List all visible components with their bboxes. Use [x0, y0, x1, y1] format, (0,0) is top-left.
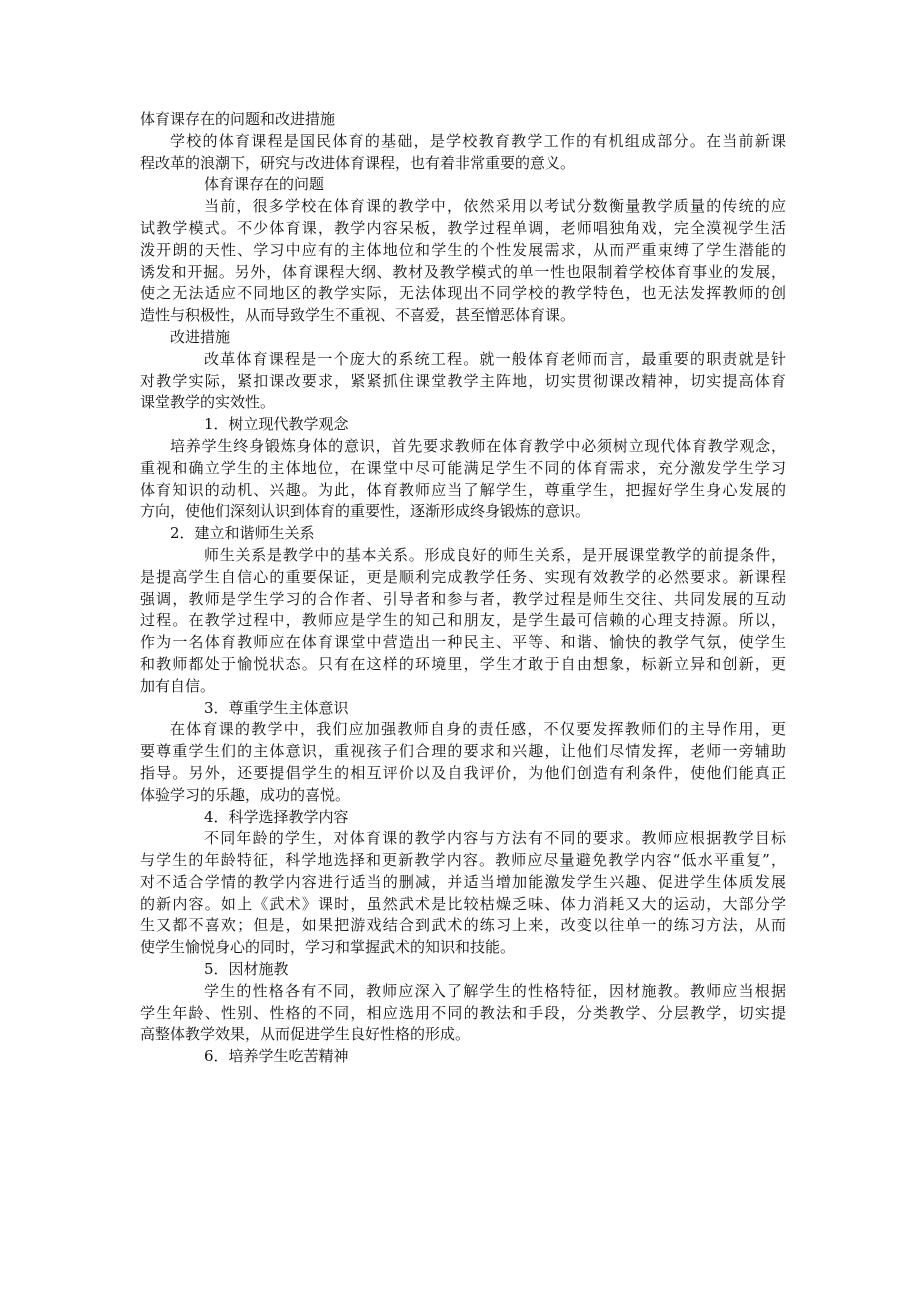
subsection-heading: 1．树立现代教学观念: [204, 415, 349, 434]
paragraph-line: 体育知识的动机、兴趣。为此，体育教师应当了解学生，尊重学生，把握好学生身心发展的: [140, 480, 786, 499]
paragraph-line: 诱发和开掘。另外，体育课程大纲、教材及教学模式的单一性也限制着学校体育事业的发展，: [140, 262, 786, 281]
paragraph-line: 过程。在教学过程中，教师应是学生的知己和朋友，是学生最可信赖的心理支持源。所以，: [140, 611, 786, 630]
paragraph-line: 不同年龄的学生，对体育课的教学内容与方法有不同的要求。教师应根据教学目标: [204, 829, 786, 848]
paragraph-line: 学生年龄、性别、性格的不同，相应选用不同的教法和手段，分类教学、分层教学，切实提: [140, 1003, 786, 1022]
paragraph-line: 生又都不喜欢；但是，如果把游戏结合到武术的练习上来，改变以往单一的练习方法，从而: [140, 916, 786, 935]
paragraph-line: 在体育课的教学中，我们应加强教师自身的责任感，不仅要发挥教师们的主导作用，更: [170, 720, 786, 739]
subsection-heading: 3．尊重学生主体意识: [204, 698, 349, 717]
section-heading: 体育课存在的问题: [204, 175, 325, 194]
paragraph-line: 的新内容。如上《武术》课时，虽然武术是比较枯燥乏味、体力消耗又大的运动，大部分学: [140, 894, 786, 913]
paragraph-line: 程改革的浪潮下，研究与改进体育课程，也有着非常重要的意义。: [140, 153, 576, 172]
paragraph-line: 师生关系是教学中的基本关系。形成良好的师生关系，是开展课堂教学的前提条件，: [204, 545, 786, 564]
paragraph-line: 要尊重学生们的主体意识，重视孩子们合理的要求和兴趣，让他们尽情发挥，老师一旁辅助: [140, 742, 786, 761]
paragraph-line: 体验学习的乐趣，成功的喜悦。: [140, 785, 351, 804]
paragraph-line: 改革体育课程是一个庞大的系统工程。就一般体育老师而言，最重要的职责就是针: [204, 349, 786, 368]
paragraph-line: 与学生的年龄特征，科学地选择和更新教学内容。教师应尽量避免教学内容“低水平重复”，: [140, 851, 786, 870]
paragraph-line: 作为一名体育教师应在体育课堂中营造出一种民主、平等、和谐、愉快的教学气氛，使学生: [140, 633, 786, 652]
paragraph-line: 培养学生终身锻炼身体的意识，首先要求教师在体育教学中必须树立现代体育教学观念，: [170, 436, 786, 455]
paragraph-line: 当前，很多学校在体育课的教学中，依然采用以考试分数衡量教学质量的传统的应: [204, 197, 786, 216]
paragraph-line: 和教师都处于愉悦状态。只有在这样的环境里，学生才敢于自由想象，标新立异和创新，更: [140, 654, 786, 673]
paragraph-line: 学生的性格各有不同，教师应深入了解学生的性格特征，因材施教。教师应当根据: [204, 981, 786, 1000]
paragraph-line: 重视和确立学生的主体地位，在课堂中尽可能满足学生不同的体育需求，充分激发学生学习: [140, 458, 786, 477]
paragraph-line: 试教学模式。不少体育课，教学内容呆板，教学过程单调，老师唱独角戏，完全漠视学生活: [140, 218, 786, 237]
subsection-heading: 2．建立和谐师生关系: [170, 524, 315, 543]
paragraph-line: 课堂教学的实效性。: [140, 393, 276, 412]
paragraph-line: 加有自信。: [140, 676, 216, 695]
paragraph-line: 使之无法适应不同地区的教学实际，无法体现出不同学校的教学特色，也无法发挥教师的创: [140, 284, 786, 303]
paragraph-line: 方向，使他们深刻认识到体育的重要性，逐渐形成终身锻炼的意识。: [140, 502, 591, 521]
subsection-heading: 5．因材施教: [204, 960, 289, 979]
subsection-heading: 4．科学选择教学内容: [204, 807, 349, 826]
paragraph-line: 对教学实际，紧扣课改要求，紧紧抓住课堂教学主阵地，切实贯彻课改精神，切实提高体育: [140, 371, 786, 390]
paragraph-line: 是提高学生自信心的重要保证，更是顺利完成教学任务、实现有效教学的必然要求。新课程: [140, 567, 786, 586]
paragraph-line: 强调，教师是学生学习的合作者、引导者和参与者，教学过程是师生交往、共同发展的互动: [140, 589, 786, 608]
paragraph-line: 泼开朗的天性、学习中应有的主体地位和学生的个性发展需求，从而严重束缚了学生潜能的: [140, 240, 786, 259]
document-body: [140, 109, 786, 1068]
section-heading: 改进措施: [170, 327, 231, 346]
paragraph-line: 对不适合学情的教学内容进行适当的删减，并适当增加能激发学生兴趣、促进学生体质发展: [140, 872, 786, 891]
paragraph-line: 学校的体育课程是国民体育的基础，是学校教育教学工作的有机组成部分。在当前新课: [170, 131, 786, 150]
paragraph-line: 造性与积极性，从而导致学生不重视、不喜爱，甚至憎恶体育课。: [140, 306, 576, 325]
subsection-heading: 6．培养学生吃苦精神: [204, 1047, 349, 1066]
paragraph-line: 指导。另外，还要提倡学生的相互评价以及自我评价，为他们创造有利条件，使他们能真正: [140, 763, 786, 782]
paragraph-line: 高整体教学效果，从而促进学生良好性格的形成。: [140, 1025, 471, 1044]
document-title: 体育课存在的问题和改进措施: [140, 110, 336, 128]
paragraph-line: 使学生愉悦身心的同时，学习和掌握武术的知识和技能。: [140, 938, 516, 957]
